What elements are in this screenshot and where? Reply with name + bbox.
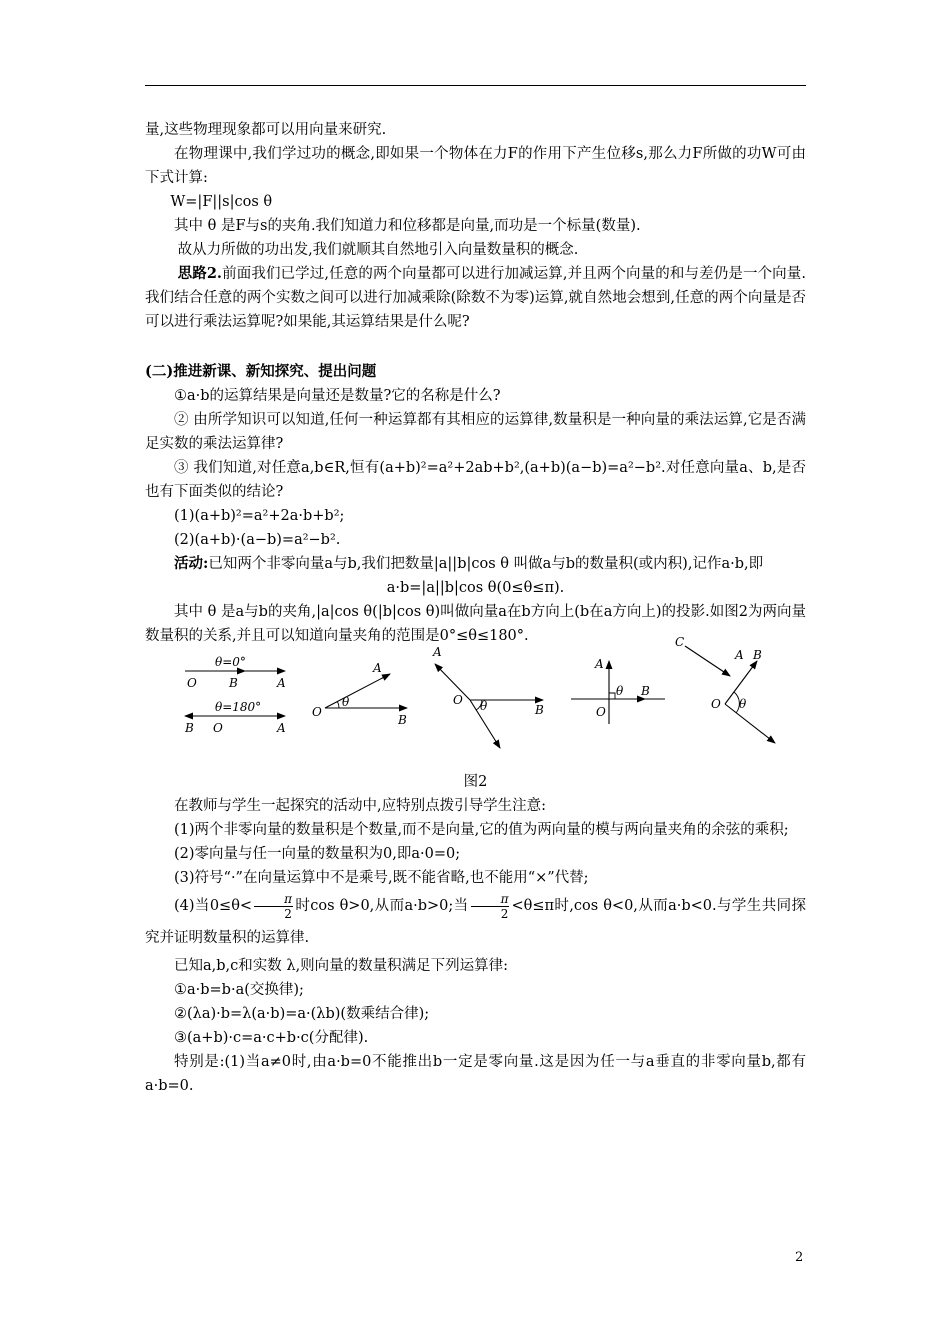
label-A: A [277,721,286,735]
label-A: A [595,657,604,671]
question-3-item-1: (1)(a+b)²=a²+2a·b+b²; [174,508,345,524]
label-B: B [398,713,407,727]
note-1: (1)两个非零向量的数量积是个数量,而不是向量,它的值为两向量的模与两向量夹角的余弦的乘积; [174,822,789,838]
paragraph [145,552,806,576]
angle-arc [337,702,339,709]
note-3: (3)符号“·”在向量运算中不是乘号,既不能省略,也不能用“×”代替; [174,870,589,886]
paragraph: 特别是:(1)当a≠0时,由a·b=0不能推出b一定是零向量.这是因为任一与a垂直的非零向量b,都有a·b=0. [145,1054,806,1094]
question-3-item-2: (2)(a+b)·(a−b)=a²−b². [174,532,341,548]
note-2: (2)零向量与任一向量的数量积为0,即a·0=0; [174,846,461,862]
label-theta: θ [616,684,624,698]
law-1: ①a·b=b·a(交换律); [174,982,304,998]
projection-paragraph: 其中 θ 是a与b的夹角,|a|cos θ(|b|cos θ)叫做向量a在b方向上(b在a方向上)的投影.如图2为两向量数量积的关系,并且可以知道向量夹角的范围是0°≤θ≤180°. [145,604,806,644]
paragraph: 已知a,b,c和实数 λ,则向量的数量积满足下列运算律: [174,958,509,974]
figure-caption: 图2 [463,774,488,790]
label-O: O [596,705,606,719]
question-2: ② 由所学知识可以知道,任何一种运算都有其相应的运算律,数量积是一种向量的乘法运算,它是否满足实数的乘法运算律? [145,412,806,452]
paragraph [145,262,806,334]
law-2: ②(λa)·b=λ(a·b)=a·(λb)(数乘结合律); [174,1006,430,1022]
right-angle-mark [609,693,615,699]
label-theta: θ [480,699,488,713]
law-3: ③(a+b)·c=a·c+b·c(分配律). [174,1030,369,1046]
label-O: O [453,693,463,707]
vector-angle-diagram [145,635,806,766]
paragraph: 其中 θ 是F与s的夹角.我们知道力和位移都是向量,而功是一个标量(数量). [174,218,641,234]
question-3: ③ 我们知道,对任意a,b∈R,恒有(a+b)²=a²+2ab+b²,(a+b)(a−b)=a²−b².对任意向量a、b,是否也有下面类似的结论? [145,460,806,500]
paragraph: 量,这些物理现象都可以用向量来研究. [145,122,387,138]
activity-text: 已知两个非零向量a与b,我们把数量|a||b|cos θ 叫做a与b的数量积(或内积),记作a·b,即 [208,556,764,572]
label-A: A [373,661,382,675]
label-theta: θ [342,695,350,709]
note-4: (4)当0≤θ< $\frac{\pi}{2}$ 时cos θ>0,从而a·b>0;当 $\frac{\pi}{2}$ <θ≤π时,cos θ<0,从而a·b<0.与学生共同探究并证明数量积的运算律. [145,891,806,946]
idea-text: 前面我们已学过,任意的两个向量都可以进行加减运算,并且两个向量的和与差仍是一个向量.我们结合任意的两个实数之间可以进行加减乘除(除数不为零)运算,就自然地会想到,任意的两个向量是否可以进行乘法运算呢?如果能,其运算结果是什么呢? [145,266,807,330]
vector-line [325,674,390,708]
label-B: B [753,648,762,662]
label-theta: θ [739,697,747,711]
label-B: B [185,721,194,735]
idea-label: 思路2. [177,265,222,282]
question-1: ①a·b的运算结果是向量还是数量?它的名称是什么? [174,388,501,404]
label-A: A [735,648,744,662]
paragraph: 在教师与学生一起探究的活动中,应特别点拨引导学生注意: [174,798,546,814]
vector-line [685,646,730,676]
fraction-pi-over-2: $\frac{\pi}{2}$ [254,892,293,921]
label-O: O [213,721,223,735]
label-O: O [312,705,322,719]
work-formula: W=|F||s|cos θ [170,194,273,210]
label-O: O [187,676,197,690]
label-theta0: θ=0° [215,655,246,669]
figure-2 [145,635,806,766]
fraction-pi-over-2: $\frac{\pi}{2}$ [471,892,510,921]
vector-line [725,704,775,743]
page-content [145,118,806,1098]
label-A: A [277,676,286,690]
section-heading: (二)推进新课、新知探究、提出问题 [145,363,377,380]
dot-product-formula: a·b=|a||b|cos θ(0≤θ≤π). [386,580,565,596]
label-B: B [641,684,650,698]
paragraph: 故从力所做的功出发,我们就顺其自然地引入向量数量积的概念. [177,242,579,258]
page-number: 2 [795,1250,804,1265]
label-O: O [711,697,721,711]
paragraph: 在物理课中,我们学过功的概念,即如果一个物体在力F的作用下产生位移s,那么力F所做的功W可由下式计算: [145,146,806,186]
label-A: A [433,645,442,659]
label-theta180: θ=180° [215,700,262,714]
label-B: B [229,676,238,690]
label-C: C [675,635,685,649]
activity-label: 活动: [174,555,209,572]
header-rule [145,85,806,86]
label-B: B [535,703,544,717]
